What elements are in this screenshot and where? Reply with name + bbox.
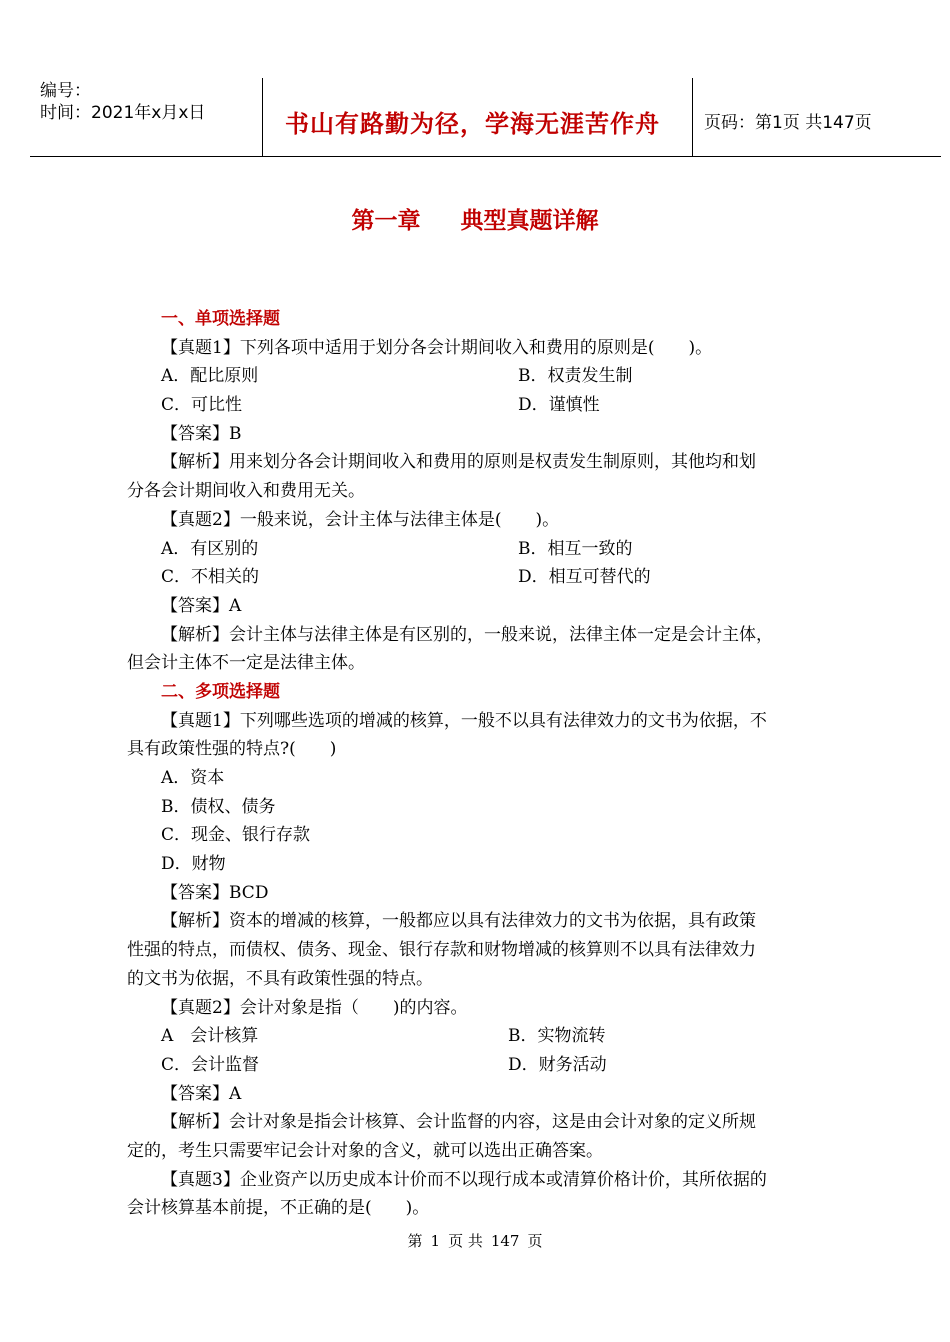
header-motto: 书山有路勤为径，学海无涯苦作舟	[285, 109, 660, 138]
answer-text: 【答案】A	[161, 595, 242, 616]
options-row	[127, 563, 862, 592]
answer-text: 【答案】A	[161, 1083, 242, 1104]
option-c: C．不相关的	[161, 567, 260, 588]
option-a: A．资本	[161, 768, 225, 788]
question-text: 会计核算基本前提，不正确的是( )。	[127, 1198, 430, 1219]
option-d: D．财务活动	[508, 1054, 607, 1075]
analysis-text: 定的，考生只需要牢记会计对象的含义，就可以选出正确答案。	[127, 1140, 603, 1161]
analysis-text: 【解析】用来划分各会计期间收入和费用的原则是权责发生制原则，其他均和划	[161, 452, 756, 473]
analysis-text: 【解析】会计对象是指会计核算、会计监督的内容，这是由会计对象的定义所规	[161, 1112, 756, 1133]
header-page-label: 页码：第1页 共147页	[704, 113, 872, 133]
analysis-text: 分各会计期间收入和费用无关。	[127, 481, 365, 502]
document-body	[127, 305, 862, 1223]
header-time-label: 时间：2021年x月x日	[40, 103, 206, 123]
header-divider-1	[262, 78, 263, 156]
option-c: C．可比性	[161, 395, 243, 416]
answer-text: 【答案】BCD	[161, 882, 269, 903]
analysis-text: 的文书为依据，不具有政策性强的特点。	[127, 968, 433, 989]
options-row	[127, 391, 862, 420]
option-b: B．实物流转	[508, 1026, 606, 1047]
footer-suffix: 页	[527, 1232, 543, 1250]
analysis-text: 但会计主体不一定是法律主体。	[127, 653, 365, 674]
question-text: 【真题2】会计对象是指（ )的内容。	[161, 997, 468, 1018]
footer-prefix: 第	[407, 1232, 423, 1250]
question-text: 【真题3】企业资产以历史成本计价而不以现行成本或清算价格计价，其所依据的	[161, 1169, 767, 1190]
page-footer	[0, 1230, 950, 1251]
options-row	[127, 362, 862, 391]
chapter-title	[0, 202, 950, 235]
option-c: C．现金、银行存款	[161, 825, 311, 846]
question-text: 【真题1】下列哪些选项的增减的核算，一般不以具有法律效力的文书为依据，不	[161, 710, 767, 731]
option-b: B．债权、债务	[161, 796, 276, 817]
section-heading-single-choice: 一、单项选择题	[161, 309, 280, 329]
answer-text: 【答案】B	[161, 423, 242, 444]
header-divider-2	[692, 78, 693, 156]
question-text: 【真题2】一般来说，会计主体与法律主体是( )。	[161, 509, 560, 530]
option-b: B．权责发生制	[518, 366, 633, 387]
option-a: A．有区别的	[161, 538, 259, 559]
option-a: A 会计核算	[161, 1026, 259, 1047]
footer-page-number: 1	[430, 1232, 441, 1250]
page-header	[30, 78, 941, 157]
analysis-text: 【解析】资本的增减的核算，一般都应以具有法律效力的文书为依据，具有政策	[161, 911, 756, 932]
section-heading-multiple-choice: 二、多项选择题	[161, 681, 280, 702]
chapter-name: 典型真题详解	[460, 207, 599, 234]
options-row	[127, 1022, 862, 1051]
option-d: D．财物	[161, 854, 226, 875]
option-a: A．配比原则	[161, 366, 259, 387]
header-number-label: 编号：	[40, 81, 91, 101]
option-b: B．相互一致的	[518, 538, 633, 559]
options-row	[127, 535, 862, 564]
option-d: D．相互可替代的	[518, 567, 651, 588]
footer-page-total: 147	[490, 1232, 520, 1250]
analysis-text: 性强的特点，而债权、债务、现金、银行存款和财物增减的核算则不以具有法律效力	[127, 940, 756, 961]
chapter-number: 第一章	[351, 207, 421, 234]
header-meta	[40, 80, 205, 124]
option-c: C．会计监督	[161, 1054, 260, 1075]
options-row	[127, 1051, 862, 1080]
option-d: D．谨慎性	[518, 395, 600, 416]
analysis-text: 【解析】会计主体与法律主体是有区别的，一般来说，法律主体一定是会计主体，	[161, 624, 773, 645]
question-text: 【真题1】下列各项中适用于划分各会计期间收入和费用的原则是( )。	[161, 337, 713, 358]
question-text: 具有政策性强的特点?( )	[127, 739, 337, 760]
footer-mid: 页 共	[448, 1232, 483, 1250]
